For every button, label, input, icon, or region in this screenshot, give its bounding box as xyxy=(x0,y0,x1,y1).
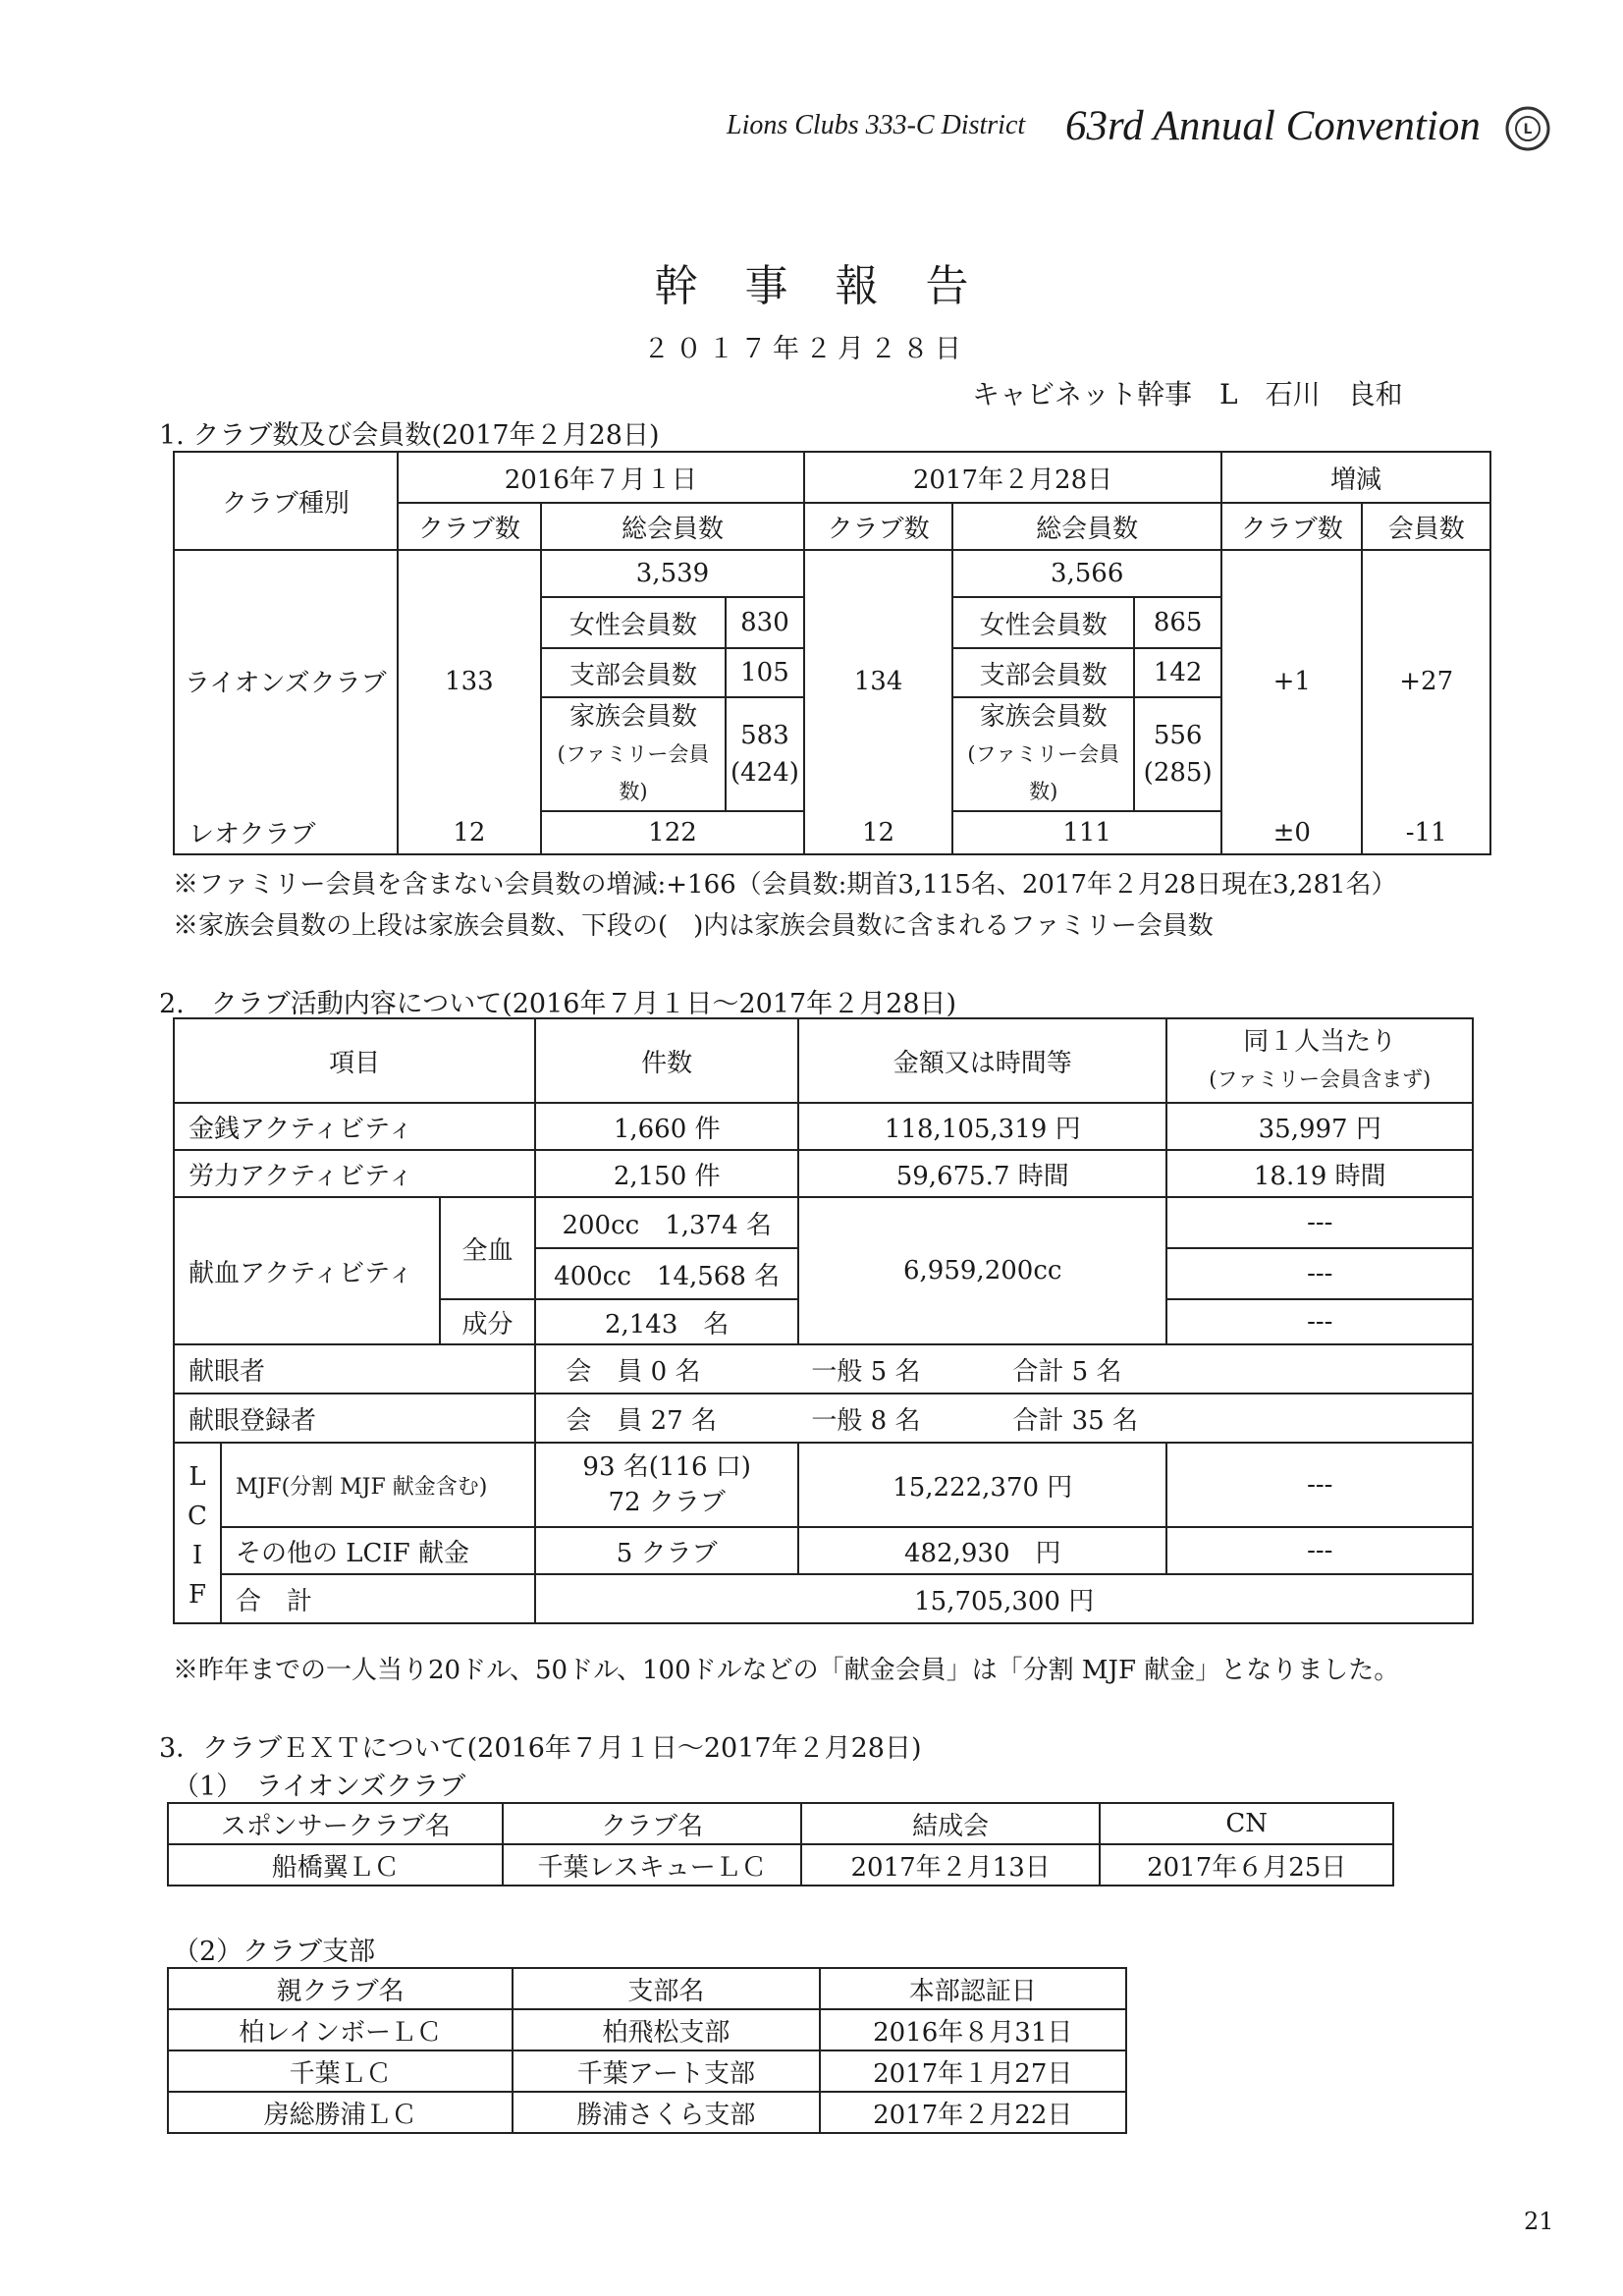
lions-label: ライオンズクラブ xyxy=(174,550,398,811)
labor-count: 2,150 件 xyxy=(535,1150,798,1197)
p1-family: 583 xyxy=(740,721,789,750)
t1-cell: 2017年６月25日 xyxy=(1100,1844,1393,1886)
t1-header: 結成会 xyxy=(801,1803,1101,1844)
t1-cell: 船橋翼ＬＣ xyxy=(168,1844,503,1886)
district-name: Lions Clubs 333-C District xyxy=(727,110,1026,140)
t1-header: スポンサークラブ名 xyxy=(168,1803,503,1844)
col-item: 項目 xyxy=(174,1018,535,1103)
labor-label: 労力アクティビティ xyxy=(174,1150,535,1197)
sub-members: 総会員数 xyxy=(952,503,1221,550)
p2-branch: 142 xyxy=(1134,648,1221,697)
p2-leo-members: 111 xyxy=(952,811,1221,854)
col-per-sub: (ファミリー会員含まず) xyxy=(1209,1067,1432,1091)
money-amount: 118,105,319 円 xyxy=(798,1103,1167,1150)
t1-cell: 2017年２月13日 xyxy=(801,1844,1101,1886)
col-change: 増減 xyxy=(1221,452,1490,503)
diff-leo-members: -11 xyxy=(1362,811,1490,854)
eyereg-total: 合計 35 名 xyxy=(1012,1405,1138,1436)
lions-emblem-icon xyxy=(1505,106,1550,151)
labor-per: 18.19 時間 xyxy=(1166,1150,1473,1197)
section3-sub1: （1） ライオンズクラブ xyxy=(173,1772,466,1802)
t2-header: 支部名 xyxy=(513,1968,819,2009)
other-count: 5 クラブ xyxy=(535,1527,798,1574)
t2-cell: 2016年８月31日 xyxy=(820,2009,1126,2050)
female-label: 女性会員数 xyxy=(952,597,1134,648)
t2-cell: 勝浦さくら支部 xyxy=(513,2092,819,2133)
diff-leo-clubs: ±0 xyxy=(1221,811,1362,854)
lcif-letter: F xyxy=(188,1580,206,1610)
p2-clubs: 134 xyxy=(804,550,952,811)
labor-amount: 59,675.7 時間 xyxy=(798,1150,1167,1197)
p2-female: 865 xyxy=(1134,597,1221,648)
t2-cell: 2017年２月22日 xyxy=(820,2092,1126,2133)
sub-clubs: クラブ数 xyxy=(804,503,952,550)
sub-members: 総会員数 xyxy=(541,503,804,550)
t2-cell: 柏レインボーＬＣ xyxy=(168,2009,513,2050)
col-club-type: クラブ種別 xyxy=(174,452,398,550)
sub-members: 会員数 xyxy=(1362,503,1490,550)
p1-leo-clubs: 12 xyxy=(398,811,541,854)
blood-amount: 6,959,200cc xyxy=(798,1197,1167,1344)
page-title: 幹事報告 xyxy=(654,261,1016,311)
other-label: その他の LCIF 献金 xyxy=(221,1527,535,1574)
blood-400: 400cc 14,568 名 xyxy=(535,1248,798,1299)
p1-leo-members: 122 xyxy=(541,811,804,854)
lcif-letter: C xyxy=(188,1502,207,1531)
eyereg-general: 一般 8 名 xyxy=(811,1405,921,1436)
sub-clubs: クラブ数 xyxy=(398,503,541,550)
p1-clubs: 133 xyxy=(398,550,541,811)
female-label: 女性会員数 xyxy=(541,597,726,648)
activity-table xyxy=(173,1017,1474,1624)
convention-name: 63rd Annual Convention xyxy=(1065,103,1481,149)
section1-heading: 1. クラブ数及び会員数(2017年２月28日) xyxy=(159,420,660,451)
report-date: ２０１７年２月２８日 xyxy=(643,334,967,364)
lcif-letter: L xyxy=(189,1462,206,1492)
mjf-count: 93 名(116 口) xyxy=(582,1452,751,1482)
col-amount: 金額又は時間等 xyxy=(798,1018,1167,1103)
eyereg-member: 会 員 27 名 xyxy=(566,1405,717,1436)
col-period1: 2016年７月１日 xyxy=(398,452,804,503)
col-per: 同１人当たり xyxy=(1243,1027,1397,1057)
section3-sub2: （2）クラブ支部 xyxy=(173,1937,376,1967)
p2-total: 3,566 xyxy=(952,550,1221,597)
p2-leo-clubs: 12 xyxy=(804,811,952,854)
money-per: 35,997 円 xyxy=(1166,1103,1473,1150)
eye-total: 合計 5 名 xyxy=(1012,1356,1122,1387)
mjf-label: MJF(分割 MJF 献金含む) xyxy=(221,1443,535,1527)
t2-cell: 柏飛松支部 xyxy=(513,2009,819,2050)
family-sub-label: (ファミリー会員数) xyxy=(967,742,1120,803)
branch-label: 支部会員数 xyxy=(541,648,726,697)
section2-heading: 2. クラブ活動内容について(2016年７月１日～2017年２月28日) xyxy=(159,989,957,1019)
other-per: --- xyxy=(1166,1527,1473,1574)
report-author: キャビネット幹事 L 石川 良和 xyxy=(972,378,1403,410)
mjf-amount: 15,222,370 円 xyxy=(798,1443,1167,1527)
p1-branch: 105 xyxy=(726,648,804,697)
p1-total: 3,539 xyxy=(541,550,804,597)
t1-header: クラブ名 xyxy=(503,1803,800,1844)
leo-label: レオクラブ xyxy=(174,811,398,854)
total-amount: 15,705,300 円 xyxy=(535,1574,1473,1623)
lcif-letter: I xyxy=(191,1541,203,1570)
t2-header: 親クラブ名 xyxy=(168,1968,513,2009)
blood-400-per: --- xyxy=(1166,1248,1473,1299)
money-label: 金銭アクティビティ xyxy=(174,1103,535,1150)
p1-family-sub: (424) xyxy=(730,758,799,788)
membership-table xyxy=(173,451,1491,855)
eyereg-label: 献眼登録者 xyxy=(174,1394,535,1443)
diff-members: +27 xyxy=(1362,550,1490,811)
sub-clubs: クラブ数 xyxy=(1221,503,1362,550)
t1-cell: 千葉レスキューＬＣ xyxy=(503,1844,800,1886)
other-amount: 482,930 円 xyxy=(798,1527,1167,1574)
family-label: 家族会員数 xyxy=(569,702,698,732)
section2-note: ※昨年までの一人当り20ドル、50ドル、100ドルなどの「献金会員」は「分割 MJF 献金」となりました。 xyxy=(173,1656,1400,1685)
whole-blood-label: 全血 xyxy=(440,1197,536,1299)
section3-heading: 3．クラブＥＸＴについて(2016年７月１日～2017年２月28日) xyxy=(159,1733,922,1764)
blood-200: 200cc 1,374 名 xyxy=(535,1197,798,1248)
blood-label: 献血アクティビティ xyxy=(174,1197,440,1344)
p1-female: 830 xyxy=(726,597,804,648)
component-label: 成分 xyxy=(440,1299,536,1344)
t2-cell: 千葉アート支部 xyxy=(513,2050,819,2092)
mjf-clubs: 72 クラブ xyxy=(608,1488,726,1517)
section1-note2: ※家族会員数の上段は家族会員数、下段の( )内は家族会員数に含まれるファミリー会員数 xyxy=(173,911,1214,941)
blood-component-per: --- xyxy=(1166,1299,1473,1344)
blood-component: 2,143 名 xyxy=(535,1299,798,1344)
eye-label: 献眼者 xyxy=(174,1344,535,1394)
col-period2: 2017年２月28日 xyxy=(804,452,1221,503)
t2-cell: 千葉ＬＣ xyxy=(168,2050,513,2092)
blood-200-per: --- xyxy=(1166,1197,1473,1248)
t1-header: CN xyxy=(1100,1803,1393,1844)
eye-general: 一般 5 名 xyxy=(811,1356,921,1387)
t2-header: 本部認証日 xyxy=(820,1968,1126,2009)
branch-label: 支部会員数 xyxy=(952,648,1134,697)
t2-cell: 2017年１月27日 xyxy=(820,2050,1126,2092)
eye-member: 会 員 0 名 xyxy=(566,1356,701,1387)
p2-family-sub: (285) xyxy=(1143,758,1213,788)
ext-branch-table xyxy=(167,1967,1127,2134)
ext-lions-table xyxy=(167,1802,1394,1886)
p2-family: 556 xyxy=(1153,721,1203,750)
mjf-per: --- xyxy=(1166,1443,1473,1527)
section1-note1: ※ファミリー会員を含まない会員数の増減:+166（会員数:期首3,115名、2017年２月28日現在3,281名） xyxy=(173,870,1397,900)
t2-cell: 房総勝浦ＬＣ xyxy=(168,2092,513,2133)
family-label: 家族会員数 xyxy=(979,702,1108,732)
total-label: 合 計 xyxy=(221,1574,535,1623)
diff-clubs: +1 xyxy=(1221,550,1362,811)
family-sub-label: (ファミリー会員数) xyxy=(557,742,710,803)
svg-text:L: L xyxy=(1523,122,1533,137)
money-count: 1,660 件 xyxy=(535,1103,798,1150)
col-count: 件数 xyxy=(535,1018,798,1103)
page-number: 21 xyxy=(1524,2208,1554,2235)
